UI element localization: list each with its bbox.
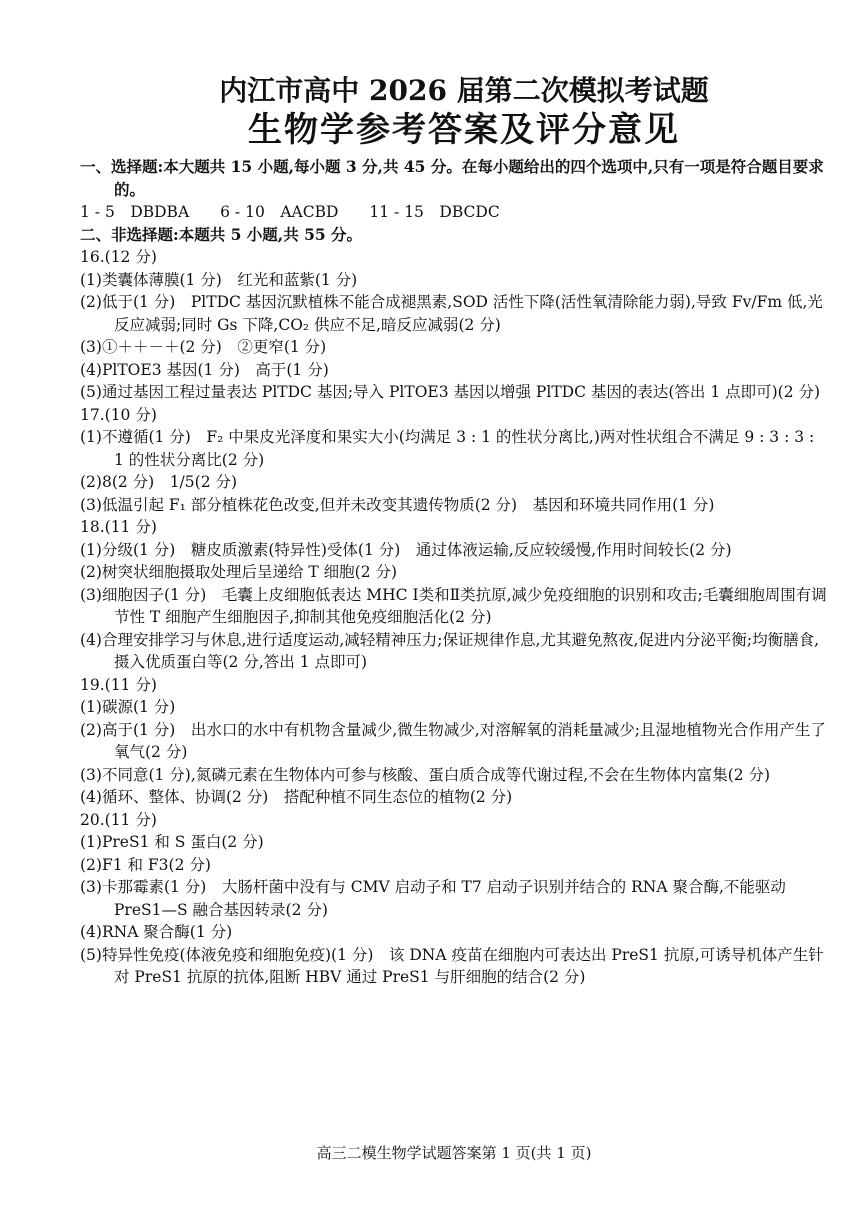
- answer-line: 18.(11 分): [80, 518, 157, 536]
- answer-line: (1)PreS1 和 S 蛋白(2 分): [80, 833, 264, 851]
- answer-line: (3)①＋＋－＋(2 分) ②更窄(1 分): [80, 338, 327, 356]
- answer-line: (3)卡那霉素(1 分) 大肠杆菌中没有与 CMV 启动子和 T7 启动子识别并结合的 RNA 聚合酶,不能驱动 PreS1—S 融合基因转录(2 分): [80, 878, 786, 919]
- answer-line: (4)循环、整体、协调(2 分) 搭配种植不同生态位的植物(2 分): [80, 788, 513, 806]
- answer-line: (3)低温引起 F₁ 部分植株花色改变,但并未改变其遗传物质(2 分) 基因和环境共同作用(1 分): [80, 495, 715, 514]
- answer-line: (4)合理安排学习与休息,进行适度运动,减轻精神压力;保证规律作息,尤其避免熬夜,促进内分泌平衡;均衡膳食,摄入优质蛋白等(2 分,答出 1 点即可): [80, 630, 820, 671]
- answer-line: (5)通过基因工程过量表达 PlTDC 基因;导入 PlTOE3 基因以增强 PlTDC 基因的表达(答出 1 点即可)(2 分): [80, 383, 821, 401]
- answer-line: (4)RNA 聚合酶(1 分): [80, 923, 233, 941]
- answer-line: (3)不同意(1 分),氮磷元素在生物体内可参与核酸、蛋白质合成等代谢过程,不会在生物体内富集(2 分): [80, 765, 771, 784]
- answer-line: (2)低于(1 分) PlTDC 基因沉默植株不能合成褪黑素,SOD 活性下降(活性氧清除能力弱),导致 Fv/Fm 低,光反应减弱;同时 Gs 下降,CO₂ 供应不足,暗反应减弱(2 分): [80, 293, 823, 334]
- answer-line: (4)PlTOE3 基因(1 分) 高于(1 分): [80, 360, 329, 379]
- answer-line: (1)碳源(1 分): [80, 698, 176, 716]
- answer-line: 16.(12 分): [80, 248, 157, 266]
- answer-line: (3)细胞因子(1 分) 毛囊上皮细胞低表达 MHC Ⅰ类和Ⅱ类抗原,减少免疫细胞的识别和攻击;毛囊细胞周围有调节性 T 细胞产生细胞因子,抑制其他免疫细胞活化(2 分): [80, 585, 827, 626]
- answer-line: 二、非选择题:本题共 5 小题,共 55 分。: [80, 224, 363, 244]
- answer-line: 一、选择题:本大题共 15 小题,每小题 3 分,共 45 分。在每小题给出的四个选项中,只有一项是符合题目要求的。: [80, 157, 824, 199]
- answer-key-title: 生物学参考答案及评分意见: [248, 110, 680, 150]
- answer-content: [80, 156, 828, 989]
- answer-line: (2)F1 和 F3(2 分): [80, 855, 211, 874]
- answer-line: (1)类囊体薄膜(1 分) 红光和蓝紫(1 分): [80, 270, 358, 289]
- answer-line: (2)8(2 分) 1/5(2 分): [80, 473, 238, 491]
- exam-title: 内江市高中 2026 届第二次模拟考试题: [219, 74, 709, 107]
- answer-line: (2)高于(1 分) 出水口的水中有机物含量减少,微生物减少,对溶解氧的消耗量减少;且湿地植物光合作用产生了氧气(2 分): [80, 720, 826, 761]
- answer-line: (1)分级(1 分) 糖皮质激素(特异性)受体(1 分) 通过体液运输,反应较缓慢,作用时间较长(2 分): [80, 540, 732, 559]
- answer-line: (1)不遵循(1 分) F₂ 中果皮光泽度和果实大小(均满足 3 : 1 的性状分离比,)两对性状组合不满足 9 : 3 : 3 : 1 的性状分离比(2 分): [80, 428, 815, 469]
- answer-line: (5)特异性免疫(体液免疫和细胞免疫)(1 分) 该 DNA 疫苗在细胞内可表达出 PreS1 抗原,可诱导机体产生针对 PreS1 抗原的抗体,阻断 HBV 通过 PreS1 与肝细胞的结合(2 分): [80, 945, 824, 986]
- answer-line: (2)树突状细胞摄取处理后呈递给 T 细胞(2 分): [80, 563, 398, 581]
- page-footer: 高三二模生物学试题答案第 1 页(共 1 页): [316, 1144, 592, 1162]
- answer-line: 17.(10 分): [80, 405, 157, 424]
- answer-line: 20.(11 分): [80, 810, 157, 829]
- answer-line: 19.(11 分): [80, 675, 157, 694]
- answer-line: 1 - 5 DBDBA 6 - 10 AACBD 11 - 15 DBCDC: [80, 203, 500, 221]
